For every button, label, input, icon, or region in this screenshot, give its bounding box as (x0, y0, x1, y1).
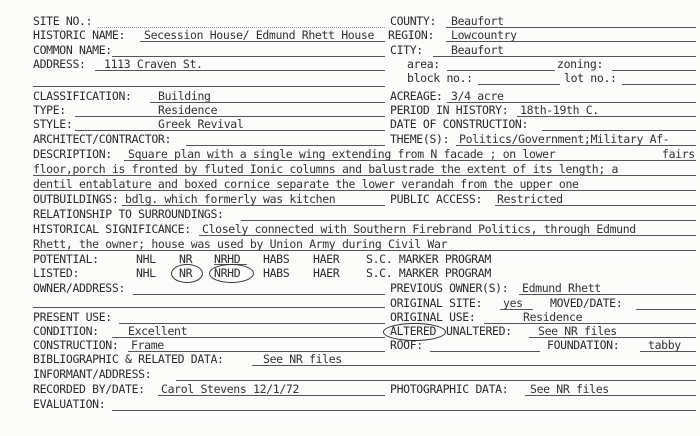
recorded-value: Carol Stevens 12/1/72 (161, 382, 300, 396)
architect-line (186, 145, 385, 146)
type-value: Residence (158, 103, 218, 117)
description-line-1-end: fairs (662, 147, 695, 161)
original-site-label: ORIGINAL SITE: (390, 296, 483, 310)
city-label: CITY: (390, 43, 423, 57)
block-no-line (478, 84, 560, 85)
original-use-label: ORIGINAL USE: (390, 310, 476, 324)
potential-haer: HAER (313, 252, 340, 266)
potential-nrhd: NRHD (214, 252, 241, 266)
significance-line-2: Rhett, the owner; house was used by Union Army during Civil War (33, 237, 448, 251)
block-no-label: block no.: (407, 71, 473, 85)
outbuildings-line (122, 205, 385, 206)
significance-line-1: Closely connected with Southern Firebrand Politics, through Edmund (202, 222, 636, 236)
owner-address-label: OWNER/ADDRESS: (33, 281, 126, 295)
relationship-label: RELATIONSHIP TO SURROUNDINGS: (33, 207, 224, 221)
significance-underline-2 (33, 250, 696, 251)
zoning-label: zoning: (557, 57, 604, 71)
county-label: COUNTY: (390, 14, 437, 28)
unaltered-label: UNALTERED: (446, 324, 512, 338)
informant-line (176, 380, 696, 381)
recorded-label: RECORDED BY/DATE: (33, 382, 145, 396)
photographic-value: See NR files (530, 382, 609, 396)
informant-label: INFORMANT/ADDRESS: (33, 367, 152, 381)
listed-nrhd-circle-mark (209, 264, 254, 283)
photographic-line (525, 395, 696, 396)
original-site-value: yes (503, 296, 523, 310)
address-line (95, 70, 385, 71)
description-underline-2 (33, 175, 696, 176)
condition-value: Excellent (128, 324, 188, 338)
construction-value: Frame (131, 338, 164, 352)
listed-habs: HABS (263, 266, 290, 280)
date-of-construction-line (542, 130, 696, 131)
site-no-label: SITE NO.: (33, 14, 93, 28)
construction-label: CONSTRUCTION: (33, 338, 119, 352)
present-use-label: PRESENT USE: (33, 310, 112, 324)
outbuildings-value: bdlg. which formerly was kitchen (125, 192, 336, 206)
section-divider (33, 86, 385, 87)
public-access-line (495, 205, 696, 206)
roof-label: ROOF: (390, 338, 423, 352)
style-line (75, 130, 385, 131)
listed-nrhd: NRHD (214, 266, 241, 280)
previous-owner-value: Edmund Rhett (522, 281, 601, 295)
date-of-construction-label: DATE OF CONSTRUCTION: (390, 117, 529, 131)
altered-value: See NR files (538, 324, 617, 338)
potential-nhl: NHL (136, 252, 156, 266)
relationship-line (241, 220, 696, 221)
recorded-line (158, 395, 385, 396)
themes-value: Politics/Government;Military Af- (459, 132, 670, 146)
owner-address-line-2 (33, 307, 385, 308)
foundation-line (640, 351, 696, 352)
listed-label: LISTED: (33, 266, 80, 280)
county-value: Beaufort (451, 14, 504, 28)
period-line (517, 116, 696, 117)
type-label: TYPE: (33, 103, 66, 117)
previous-owner-label: PREVIOUS OWNER(S): (390, 281, 509, 295)
architect-label: ARCHITECT/CONTRACTOR: (33, 132, 172, 146)
description-label: DESCRIPTION: (33, 147, 112, 161)
classification-label: CLASSIFICATION: (33, 89, 132, 103)
moved-date-line (636, 309, 696, 310)
original-use-value: Residence (523, 310, 583, 324)
listed-nr: NR (179, 266, 193, 280)
potential-marker: S.C. MARKER PROGRAM (366, 252, 491, 266)
bibliographic-label: BIBLIOGRAPHIC & RELATED DATA: (33, 352, 224, 366)
area-label: area: (407, 57, 440, 71)
zoning-line (612, 70, 696, 71)
acreage-label: ACREAGE: (390, 89, 443, 103)
outbuildings-label: OUTBUILDINGS: (33, 192, 119, 206)
listed-nhl: NHL (136, 266, 156, 280)
listed-nr-circle-mark (171, 264, 203, 283)
listed-marker: S.C. MARKER PROGRAM (366, 266, 491, 280)
lot-no-label: lot no.: (564, 71, 617, 85)
style-value: Greek Revival (158, 117, 244, 131)
description-line-1: Square plan with a single wing extending from N facade ; on lower (128, 147, 556, 161)
evaluation-label: EVALUATION: (33, 397, 106, 411)
description-underline-1 (124, 160, 696, 161)
roof-line (430, 351, 540, 352)
historic-name-label: HISTORIC NAME: (33, 28, 126, 42)
period-value: 18th-19th C. (520, 103, 599, 117)
city-value: Beaufort (451, 43, 504, 57)
listed-haer: HAER (313, 266, 340, 280)
condition-label: CONDITION: (33, 324, 99, 338)
period-label: PERIOD IN HISTORY: (390, 103, 509, 117)
classification-value: Building (158, 89, 211, 103)
common-name-label: COMMON NAME: (33, 43, 112, 57)
owner-address-line (133, 294, 385, 295)
evaluation-line (112, 410, 696, 411)
themes-label: THEME(S): (390, 132, 450, 146)
significance-underline-1 (199, 235, 696, 236)
potential-habs: HABS (263, 252, 290, 266)
style-label: STYLE: (33, 117, 73, 131)
description-line-2: floor,porch is fronted by fluted Ionic columns and balustrade the extent of its length; a (33, 162, 619, 176)
themes-line (456, 145, 696, 146)
historic-name-value: Secession House/ Edmund Rhett House (144, 28, 375, 42)
address-value: 1113 Craven St. (104, 57, 203, 71)
region-value: Lowcountry (451, 28, 517, 42)
foundation-value: tabby (648, 338, 681, 352)
public-access-label: PUBLIC ACCESS: (390, 192, 483, 206)
bibliographic-line (252, 365, 696, 366)
potential-label: POTENTIAL: (33, 252, 99, 266)
photographic-label: PHOTOGRAPHIC DATA: (390, 382, 509, 396)
lot-no-line (622, 84, 696, 85)
potential-nr: NR (179, 252, 193, 266)
description-line-3: dentil entablature and boxed cornice separate the lower verandah from the upper one (33, 177, 579, 191)
bibliographic-value: See NR files (263, 352, 342, 366)
significance-label: HISTORICAL SIGNIFICANCE: (33, 222, 191, 236)
moved-date-label: MOVED/DATE: (550, 296, 623, 310)
description-underline-3 (33, 190, 696, 191)
previous-owner-line (519, 294, 696, 295)
foundation-label: FOUNDATION: (547, 338, 620, 352)
historic-name-line (140, 41, 385, 42)
region-label: REGION: (388, 28, 435, 42)
acreage-value: 3/4 acre (451, 89, 504, 103)
region-line (446, 41, 696, 42)
altered-label: ALTERED (390, 324, 437, 338)
public-access-value: Restricted (497, 192, 563, 206)
address-label: ADDRESS: (33, 57, 86, 71)
